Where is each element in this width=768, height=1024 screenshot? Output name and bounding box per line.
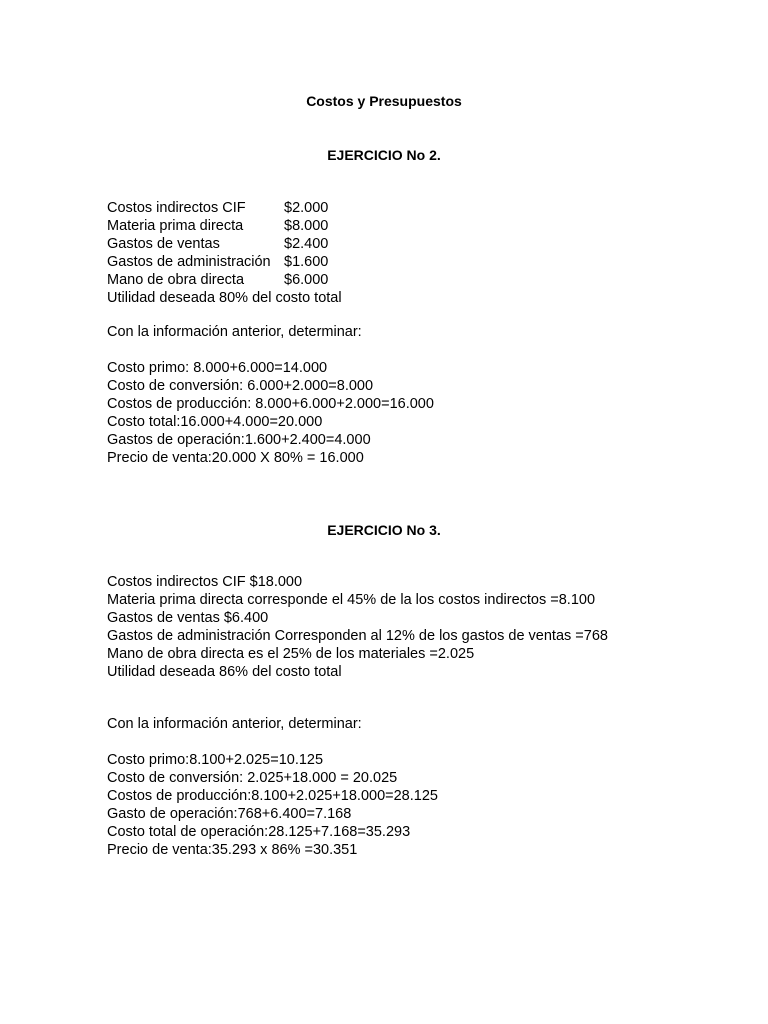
- exercise-2-prompt: [107, 323, 362, 341]
- exercise-2-results: [107, 359, 434, 467]
- data-value: $8.000: [284, 218, 329, 234]
- result-line: Gasto de operación:768+6.400=7.168: [107, 806, 352, 822]
- result-line: Precio de venta:35.293 x 86% =30.351: [107, 842, 358, 858]
- exercise-3-heading: EJERCICIO No 3.: [327, 522, 441, 538]
- data-row: [107, 253, 342, 271]
- result-line: Gastos de operación:1.600+2.400=4.000: [107, 432, 371, 448]
- document-title: Costos y Presupuestos: [306, 93, 462, 109]
- exercise-3-data: [107, 573, 608, 681]
- data-label: Gastos de administración: [107, 254, 271, 270]
- result-line: Costo primo: 8.000+6.000=14.000: [107, 360, 328, 376]
- data-label: Mano de obra directa: [107, 272, 245, 288]
- result-line: Precio de venta:20.000 X 80% = 16.000: [107, 450, 364, 466]
- exercise-3-prompt: [107, 715, 362, 733]
- data-line: Utilidad deseada 86% del costo total: [107, 664, 342, 680]
- exercise-2-heading: EJERCICIO No 2.: [327, 147, 441, 163]
- exercise-2-data: [107, 199, 342, 307]
- data-row: [107, 217, 342, 235]
- data-line: Materia prima directa corresponde el 45% de la los costos indirectos =8.100: [107, 592, 596, 608]
- result-line: Costos de producción:8.100+2.025+18.000=28.125: [107, 788, 438, 804]
- result-line: Costo total:16.000+4.000=20.000: [107, 414, 323, 430]
- utilidad-line: Utilidad deseada 80% del costo total: [107, 290, 342, 306]
- data-line: Costos indirectos CIF $18.000: [107, 574, 303, 590]
- data-line: Gastos de ventas $6.400: [107, 610, 269, 626]
- data-value: $6.000: [284, 272, 329, 288]
- result-line: Costo primo:8.100+2.025=10.125: [107, 752, 324, 768]
- result-line: Costo de conversión: 6.000+2.000=8.000: [107, 378, 374, 394]
- data-value: $1.600: [284, 254, 329, 270]
- data-row: [107, 271, 342, 289]
- data-value: $2.000: [284, 200, 329, 216]
- data-label: Materia prima directa: [107, 218, 244, 234]
- result-line: Costo total de operación:28.125+7.168=35.293: [107, 824, 411, 840]
- prompt-line: Con la información anterior, determinar:: [107, 324, 362, 340]
- prompt-line: Con la información anterior, determinar:: [107, 716, 362, 732]
- result-line: Costos de producción: 8.000+6.000+2.000=16.000: [107, 396, 434, 412]
- data-label: Gastos de ventas: [107, 236, 220, 252]
- data-row: [107, 235, 342, 253]
- exercise-3-results: [107, 751, 438, 859]
- data-row: [107, 199, 342, 217]
- data-label: Costos indirectos CIF: [107, 200, 246, 216]
- result-line: Costo de conversión: 2.025+18.000 = 20.025: [107, 770, 398, 786]
- data-line: Mano de obra directa es el 25% de los materiales =2.025: [107, 646, 475, 662]
- data-line: Gastos de administración Corresponden al 12% de los gastos de ventas =768: [107, 628, 608, 644]
- data-value: $2.400: [284, 236, 329, 252]
